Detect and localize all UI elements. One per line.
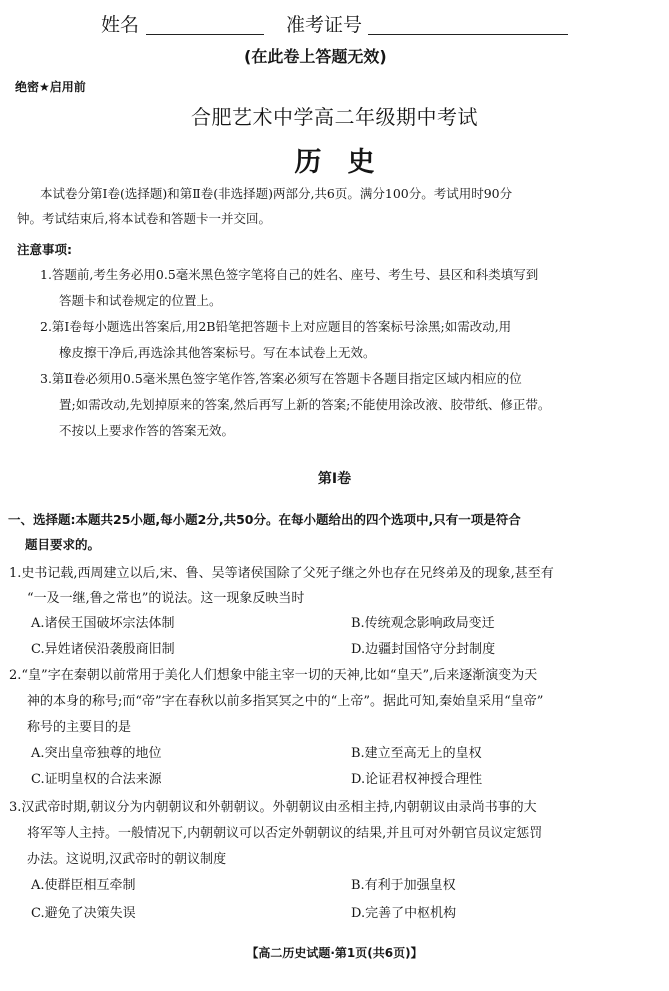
part-1-instruction-line-1: 一、选择题:本题共25小题,每小题2分,共50分。在每小题给出的四个选项中,只有一项是符合 bbox=[8, 512, 521, 527]
note-3-line-1: 3.第Ⅱ卷必须用0.5毫米黑色签字笔作答,答案必须写在答题卡各题目指定区域内相应的位 bbox=[40, 371, 522, 386]
name-label: 姓名 bbox=[101, 14, 140, 36]
part-1-instruction-line-2: 题目要求的。 bbox=[25, 537, 101, 552]
question-2-line-2: 神的本身的称号;而“帝”字在春秋以前多指冥冥之中的“上帝”。据此可知,秦始皇采用“皇帝” bbox=[27, 694, 544, 709]
exam-id-label: 准考证号 bbox=[286, 14, 363, 36]
question-1-option-b: B.传统观念影响政局变迁 bbox=[351, 616, 495, 631]
question-1-line-1: 1.史书记载,西周建立以后,宋、鲁、吴等诸侯国除了父死子继之外也存在兄终弟及的现象,甚至有 bbox=[9, 566, 554, 581]
note-2-line-2: 橡皮擦干净后,再选涂其他答案标号。写在本试卷上无效。 bbox=[59, 345, 376, 360]
note-1-line-2: 答题卡和试卷规定的位置上。 bbox=[59, 293, 222, 308]
note-2-line-1: 2.第Ⅰ卷每小题选出答案后,用2B铅笔把答题卡上对应题目的答案标号涂黑;如需改动,用 bbox=[40, 319, 512, 334]
question-1-option-c: C.异姓诸侯沿袭殷商旧制 bbox=[31, 642, 175, 657]
invalid-note: (在此卷上答题无效) bbox=[244, 47, 387, 66]
question-3-option-d: D.完善了中枢机构 bbox=[351, 906, 457, 921]
question-1-line-2: “一及一继,鲁之常也”的说法。这一现象反映当时 bbox=[27, 591, 305, 606]
secret-label: 绝密★启用前 bbox=[15, 80, 86, 94]
question-3-line-2: 将军等人主持。一般情况下,内朝朝议可以否定外朝朝议的结果,并且可对外朝官员议定惩罚 bbox=[27, 826, 543, 841]
question-3-line-3: 办法。这说明,汉武帝时的朝议制度 bbox=[27, 852, 227, 867]
intro-line-2: 钟。考试结束后,将本试卷和答题卡一并交回。 bbox=[17, 211, 271, 226]
page-footer: 【高二历史试题·第1页(共6页)】 bbox=[246, 946, 423, 960]
question-2-option-a: A.突出皇帝独尊的地位 bbox=[31, 746, 162, 761]
question-3-option-b: B.有利于加强皇权 bbox=[351, 878, 456, 893]
question-2-line-3: 称号的主要目的是 bbox=[27, 720, 132, 735]
question-3-line-1: 3.汉武帝时期,朝议分为内朝朝议和外朝朝议。外朝朝议由丞相主持,内朝朝议由录尚书事的大 bbox=[9, 800, 537, 815]
question-3-option-c: C.避免了决策失误 bbox=[31, 906, 136, 921]
note-1-line-1: 1.答题前,考生务必用0.5毫米黑色签字笔将自己的姓名、座号、考生号、县区和科类填写到 bbox=[40, 267, 539, 282]
question-2-option-b: B.建立至高无上的皇权 bbox=[351, 746, 482, 761]
notes-heading: 注意事项: bbox=[17, 242, 72, 257]
question-2-option-d: D.论证君权神授合理性 bbox=[351, 772, 483, 787]
question-2-option-c: C.证明皇权的合法来源 bbox=[31, 772, 162, 787]
question-1-option-a: A.诸侯王国破坏宗法体制 bbox=[31, 616, 175, 631]
question-1-option-d: D.边疆封国恪守分封制度 bbox=[351, 642, 496, 657]
note-3-line-2: 置;如需改动,先划掉原来的答案,然后再写上新的答案;不能使用涂改液、胶带纸、修正带。 bbox=[59, 397, 551, 412]
note-3-line-3: 不按以上要求作答的答案无效。 bbox=[59, 423, 235, 438]
exam-id-blank-line[interactable] bbox=[368, 34, 568, 35]
intro-line-1: 本试卷分第Ⅰ卷(选择题)和第Ⅱ卷(非选择题)两部分,共6页。满分100分。考试用时90分 bbox=[40, 186, 513, 201]
name-blank-line[interactable] bbox=[146, 34, 264, 35]
question-2-line-1: 2.“皇”字在秦朝以前常用于美化人们想象中能主宰一切的天神,比如“皇天”,后来逐渐演变为天 bbox=[9, 668, 538, 683]
question-3-option-a: A.使群臣相互牵制 bbox=[31, 878, 136, 893]
subject-title: 历史 bbox=[294, 147, 401, 178]
part-1-title: 第Ⅰ卷 bbox=[317, 471, 352, 487]
school-exam-title: 合肥艺术中学高二年级期中考试 bbox=[191, 105, 478, 129]
